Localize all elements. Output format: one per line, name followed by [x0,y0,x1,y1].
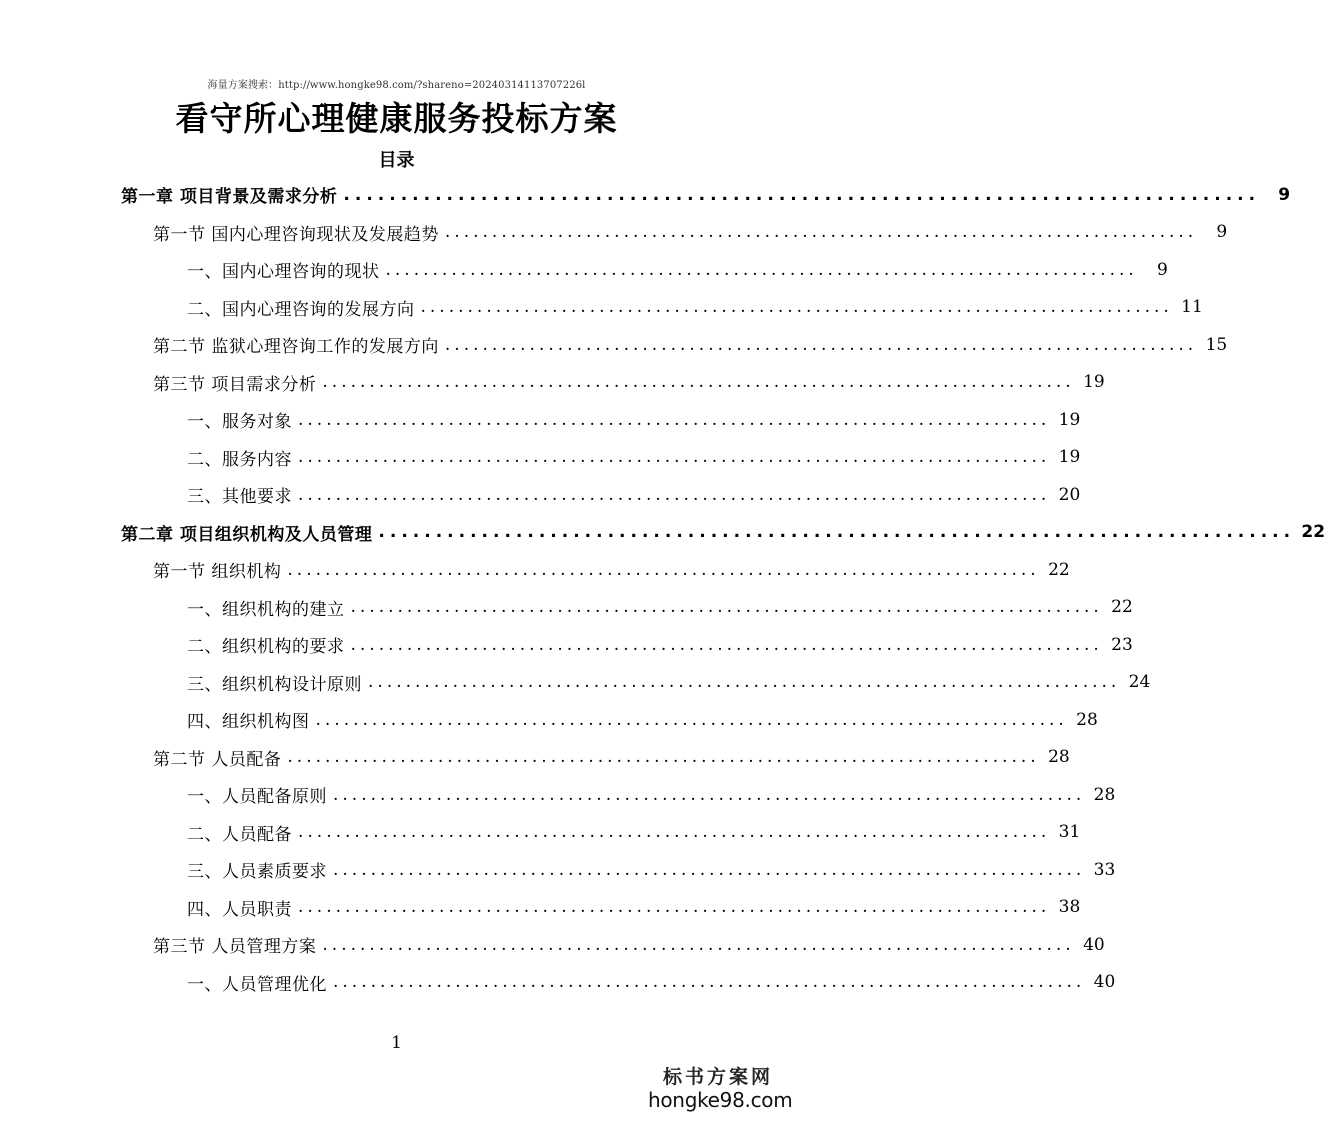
toc-heading: 目录 [378,150,415,171]
toc-entry-page: 28 [1048,747,1070,767]
toc-leader-dots: ................................................................................ [333,859,1086,880]
toc-entry-item[interactable] [0,626,1133,663]
toc-leader-dots: ................................................................................ [378,522,1296,542]
toc-leader-dots: ................................................................................ [368,672,1121,692]
toc-entry-page: 38 [1058,897,1081,917]
toc-entry-page: 9 [1216,222,1228,242]
toc-entry-label: 二、服务内容 [187,449,292,470]
toc-leader-dots: ................................................................................ [315,709,1068,730]
toc-entry-label: 四、组织机构图 [187,712,310,732]
toc-entry-section[interactable] [0,326,1228,363]
toc-entry-label: 第三节 人员管理方案 [153,937,317,957]
toc-entry-item[interactable] [0,889,1081,926]
toc-entry-item[interactable] [0,289,1203,326]
toc-entry-label: 一、服务对象 [187,412,292,432]
toc-entry-chapter[interactable] [0,514,1325,551]
toc-leader-dots: ................................................................................ [322,934,1075,955]
toc-leader-dots: ................................................................................ [298,447,1051,467]
toc-leader-dots: ................................................................................ [350,634,1103,655]
toc-entry-page: 19 [1058,447,1081,467]
toc-entry-page: 40 [1093,972,1116,992]
toc-entry-page: 33 [1093,859,1116,880]
toc-entry-section[interactable] [0,926,1105,963]
toc-entry-item[interactable] [0,401,1081,438]
toc-leader-dots: ................................................................................ [298,484,1051,505]
toc-entry-label: 一、国内心理咨询的现状 [187,262,380,282]
toc-leader-dots: ................................................................................ [343,184,1261,205]
toc-entry-section[interactable] [0,214,1228,251]
toc-entry-page: 20 [1058,484,1081,505]
toc-leader-dots: ................................................................................ [287,747,1040,767]
toc-entry-page: 9 [1278,184,1291,205]
toc-entry-label: 第一节 组织机构 [153,562,282,582]
toc-entry-item[interactable] [0,476,1081,513]
toc-entry-label: 第二节 监狱心理咨询工作的发展方向 [153,337,439,357]
toc-leader-dots: ................................................................................ [444,222,1198,242]
toc-entry-page: 24 [1128,672,1151,692]
toc-entry-item[interactable] [0,664,1151,701]
toc-entry-page: 19 [1083,372,1105,392]
toc-entry-label: 三、组织机构设计原则 [187,674,362,695]
toc-entry-page: 28 [1093,784,1116,805]
toc-leader-dots: ................................................................................ [298,822,1051,842]
brand-name: 标书方案网 [662,1066,773,1088]
toc-leader-dots: ................................................................................ [287,559,1040,580]
toc-entry-page: 22 [1301,522,1325,542]
toc-entry-label: 四、人员职责 [187,899,292,920]
toc-entry-page: 40 [1083,934,1105,955]
brand-url: hongke98.com [648,1088,793,1112]
toc-leader-dots: ................................................................................ [444,334,1198,355]
toc-entry-label: 第二章 项目组织机构及人员管理 [121,524,373,545]
toc-entry-label: 一、组织机构的建立 [187,599,345,620]
toc-entry-page: 15 [1205,334,1228,355]
toc-entry-label: 二、人员配备 [187,824,292,845]
toc-entry-section[interactable] [0,551,1070,588]
toc-entry-label: 第一章 项目背景及需求分析 [121,187,338,207]
toc-entry-label: 一、人员管理优化 [187,974,327,995]
toc-entry-item[interactable] [0,776,1116,813]
toc-leader-dots: ................................................................................ [350,597,1103,617]
toc-entry-item[interactable] [0,701,1098,738]
toc-entry-item[interactable] [0,589,1133,626]
page-number: 1 [391,1033,402,1053]
toc-entry-section[interactable] [0,364,1105,401]
toc-entry-item[interactable] [0,439,1081,476]
toc-entry-page: 19 [1058,409,1081,430]
toc-entry-chapter[interactable] [0,176,1291,213]
toc-entry-page: 22 [1048,559,1070,580]
toc-entry-label: 第二节 人员配备 [153,749,282,770]
toc-entry-page: 28 [1076,709,1098,730]
toc-entry-item[interactable] [0,964,1116,1001]
toc-entry-item[interactable] [0,851,1116,888]
toc-entry-label: 二、国内心理咨询的发展方向 [187,299,415,320]
toc-entry-page: 22 [1111,597,1133,617]
toc-entry-item[interactable] [0,251,1168,288]
toc-entry-label: 三、其他要求 [187,487,292,507]
toc-leader-dots: ................................................................................ [333,972,1086,992]
toc-entry-page: 9 [1156,259,1168,280]
toc-entry-page: 31 [1058,822,1081,842]
toc-entry-label: 二、组织机构的要求 [187,637,345,657]
toc-entry-label: 第三节 项目需求分析 [153,374,317,395]
toc-entry-label: 一、人员配备原则 [187,787,327,807]
toc-entry-label: 第一节 国内心理咨询现状及发展趋势 [153,224,439,245]
toc-leader-dots: ................................................................................ [298,409,1051,430]
toc-leader-dots: ................................................................................ [420,297,1173,317]
toc-entry-item[interactable] [0,814,1081,851]
toc-entry-section[interactable] [0,739,1070,776]
toc-entry-page: 23 [1111,634,1133,655]
toc-entry-page: 11 [1181,297,1203,317]
toc-leader-dots: ................................................................................ [322,372,1075,392]
toc-entry-label: 三、人员素质要求 [187,862,327,882]
toc-leader-dots: ................................................................................ [298,897,1051,917]
header-note: 海量方案搜索：http://www.hongke98.com/?shareno=20240314113707226l [207,80,586,91]
toc-leader-dots: ................................................................................ [385,259,1138,280]
brand-watermark [648,1066,793,1112]
document-title: 看守所心理健康服务投标方案 [175,99,618,138]
toc-leader-dots: ................................................................................ [333,784,1086,805]
